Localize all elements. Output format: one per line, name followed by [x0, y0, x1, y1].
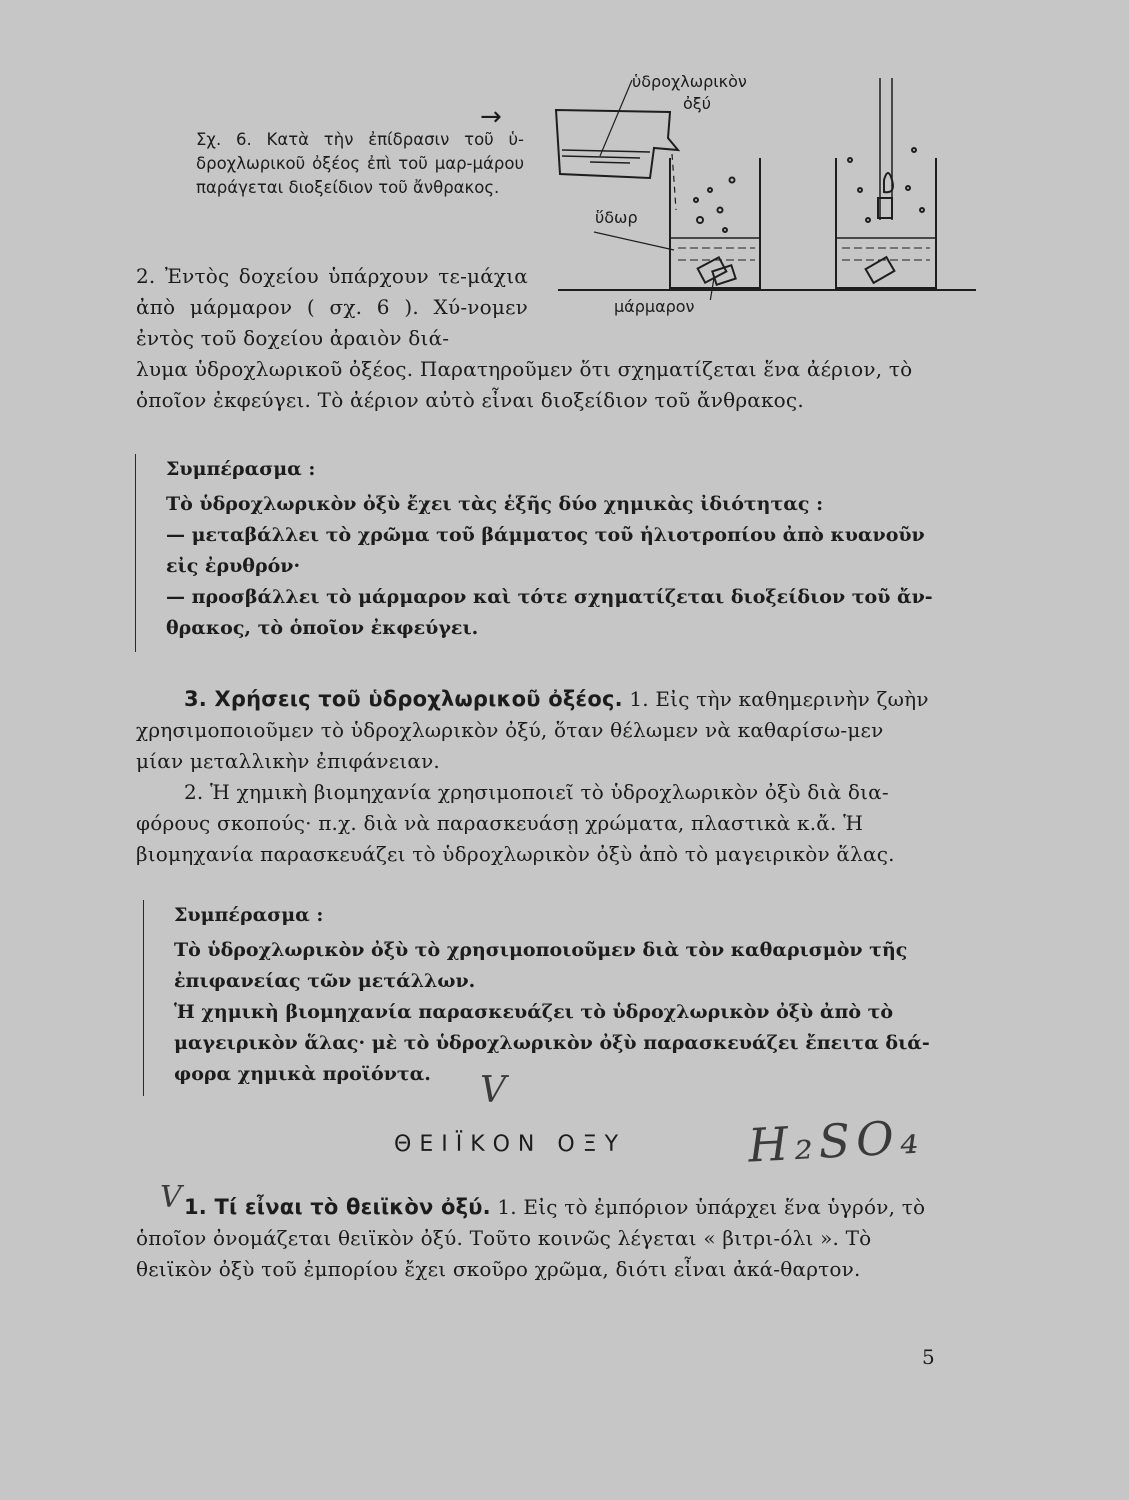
right-container [836, 158, 936, 288]
paragraph-experiment-start: 2. Ἐντὸς δοχείου ὑπάρχουν τε-μάχια ἀπὸ μάρμαρον ( σχ. 6 ). Χύ-νομεν ἐντὸς τοῦ δοχείου ἀραιὸν διά- [136, 264, 528, 350]
conclusion-line: — προσβάλλει τὸ μάρμαρον καὶ τότε σχηματίζεται διοξείδιον τοῦ ἄν-θρακος, τὸ ὁποῖον ἐκφεύγει. [166, 586, 933, 639]
chapter-title-sulfuric-acid: ΘΕΙΪΚΟΝ ΟΞΥ [394, 1132, 627, 1157]
conclusion-box-properties [135, 454, 946, 652]
label-hydrochloric-acid: ὑδροχλωρικὸν [632, 72, 747, 91]
paragraph-experiment-end: λυμα ὑδροχλωρικοῦ ὀξέος. Παρατηροῦμεν ὅτι σχηματίζεται ἕνα ἀέριον, τὸ ὁποῖον ἐκφεύγει. Τὸ ἀέριον αὐτὸ εἶναι διοξείδιον τοῦ ἄνθρακος. [136, 357, 913, 412]
pouring-beaker [556, 110, 678, 178]
left-container [670, 158, 760, 288]
arrow-icon: → [480, 102, 502, 132]
section-title-what-is: 1. Τί εἶναι τὸ θειϊκὸν ὀξύ. [184, 1195, 491, 1219]
uses-paragraph-1: 1. Εἰς τὴν καθημερινὴν ζωὴν χρησιμοποιοῦμεν τὸ ὑδροχλωρικὸν ὀξύ, ὅταν θέλωμεν νὰ καθαρίσω-μεν μίαν μεταλλικὴν ἐπιφάνειαν. [136, 687, 929, 773]
label-acid: ὀξύ [683, 94, 711, 113]
section-title-uses: 3. Χρήσεις τοῦ ὑδροχλωρικοῦ ὀξέος. [184, 687, 623, 711]
conclusion-line: — μεταβάλλει τὸ χρῶμα τοῦ βάμματος τοῦ ἡλιοτροπίου ἀπὸ κυανοῦν εἰς ἐρυθρόν· [166, 524, 925, 577]
label-water: ὕδωρ [595, 208, 638, 227]
marble-acid-illustration [550, 70, 980, 300]
conclusion-line: Τὸ ὑδροχλωρικὸν ὀξὺ ἔχει τὰς ἑξῆς δύο χημικὰς ἰδιότητας : [166, 493, 824, 515]
handwritten-formula: H₂SO₄ [746, 1109, 926, 1173]
handwritten-checkmark: V [480, 1070, 506, 1111]
figure-caption: Σχ. 6. Κατὰ τὴν ἐπίδρασιν τοῦ ὑ-δροχλωρικοῦ ὀξέος ἐπὶ τοῦ μαρ-μάρου παράγεται διοξείδιον τοῦ ἄνθρακος. [196, 130, 524, 197]
section-what-is-sulfuric [136, 1192, 936, 1285]
label-marble: μάρμαρον [614, 297, 695, 316]
section-uses [136, 684, 936, 870]
uses-paragraph-2: 2. Ἡ χημικὴ βιομηχανία χρησιμοποιεῖ τὸ ὑδροχλωρικὸν ὀξὺ διὰ δια-φόρους σκοπούς· π.χ. διὰ νὰ παρασκευάσῃ χρώματα, πλαστικὰ κ.ἄ. Ἡ βιομηχανία παρασκευάζει τὸ ὑδροχλωρικὸν ὀξὺ ἀπὸ τὸ μαγειρικὸν ἅλας. [136, 780, 895, 866]
conclusion-heading: Συμπέρασμα : [166, 458, 316, 480]
conclusion-line: Τὸ ὑδροχλωρικὸν ὀξὺ τὸ χρησιμοποιοῦμεν διὰ τὸν καθαρισμὸν τῆς ἐπιφανείας τῶν μετάλλων. [174, 939, 908, 992]
conclusion-heading: Συμπέρασμα : [174, 904, 324, 926]
conclusion-line: Ἡ χημικὴ βιομηχανία παρασκευάζει τὸ ὑδροχλωρικὸν ὀξὺ ἀπὸ τὸ μαγειρικὸν ἅλας· μὲ τὸ ὑδροχλωρικὸν ὀξὺ παρασκευάζει ἔπειτα διά-φορα χημικὰ προϊόντα. [174, 1001, 930, 1085]
handwritten-checkmark: V [160, 1180, 182, 1215]
conclusion-box-uses [143, 900, 950, 1096]
page-number: 5 [922, 1345, 935, 1369]
sulfuric-paragraph-1: 1. Εἰς τὸ ἐμπόριον ὑπάρχει ἕνα ὑγρόν, τὸ ὁποῖον ὀνομάζεται θειϊκὸν ὀξύ. Τοῦτο κοινῶς λέγεται « βιτρι-όλι ». Τὸ θειϊκὸν ὀξὺ τοῦ ἐμπορίου ἔχει σκοῦρο χρῶμα, διότι εἶναι ἀκά-θαρτον. [136, 1195, 926, 1281]
